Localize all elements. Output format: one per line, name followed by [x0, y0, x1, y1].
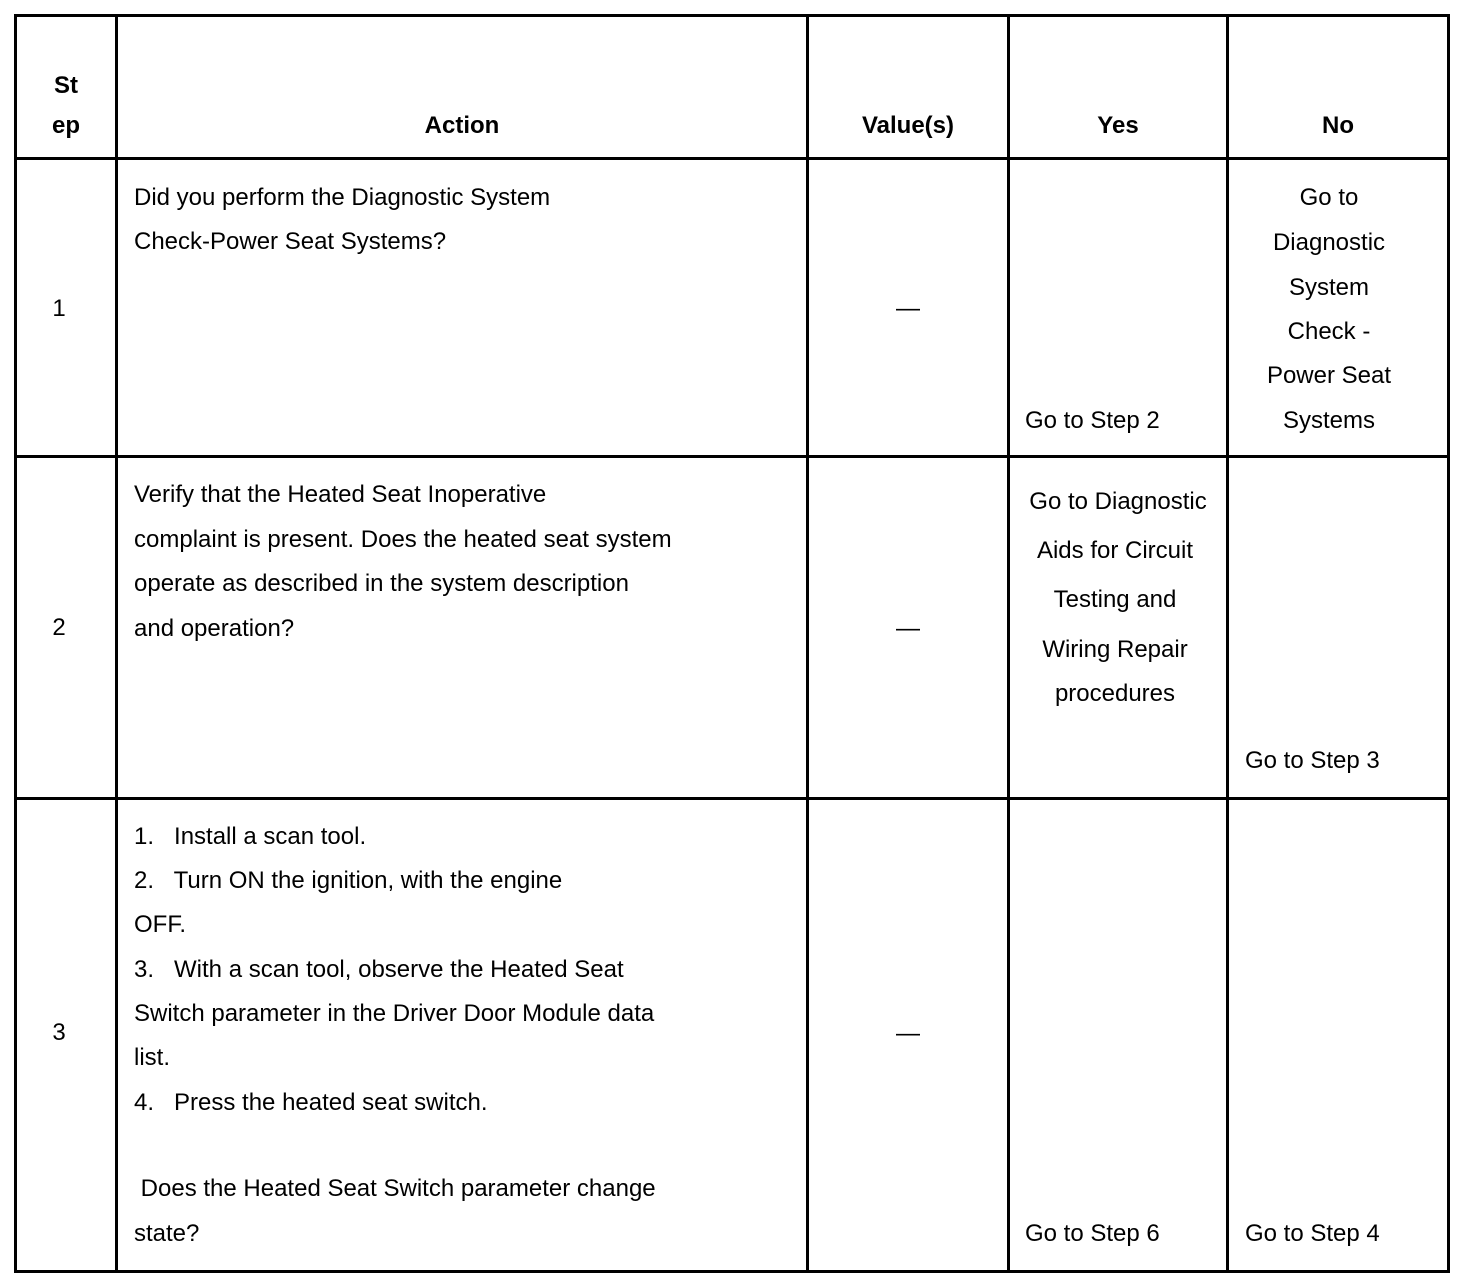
header-action: Action: [424, 112, 500, 139]
header-step-line2: ep: [51, 112, 80, 139]
no-result-line: Diagnostic: [1272, 229, 1386, 256]
yes-result: Go to Step 2: [1025, 407, 1160, 434]
action-line: Check-Power Seat Systems?: [134, 228, 447, 255]
action-line: Switch parameter in the Driver Door Module data: [134, 1000, 655, 1027]
action-line: list.: [134, 1044, 170, 1071]
no-result-line: Check -: [1287, 318, 1371, 345]
yes-result-line: Testing and: [1053, 586, 1177, 613]
row-divider: [14, 455, 1450, 458]
value-cell: —: [896, 295, 920, 322]
step-number: 2: [52, 614, 66, 641]
table-border-right: [1447, 14, 1450, 1273]
value-cell: —: [896, 615, 920, 642]
table-border-bottom: [14, 1270, 1450, 1273]
yes-result-line: Wiring Repair: [1042, 636, 1188, 663]
action-line: operate as described in the system description: [134, 570, 629, 597]
yes-result-line: procedures: [1054, 680, 1176, 707]
action-line: 2. Turn ON the ignition, with the engine: [134, 867, 563, 894]
yes-result-line: Aids for Circuit: [1036, 537, 1194, 564]
step-number: 1: [52, 295, 66, 322]
diagnostic-table: [14, 14, 1450, 1273]
action-line: Did you perform the Diagnostic System: [134, 184, 551, 211]
action-line: and operation?: [134, 615, 295, 642]
action-question-line: Does the Heated Seat Switch parameter change: [134, 1175, 656, 1202]
action-line: 4. Press the heated seat switch.: [134, 1089, 488, 1116]
value-cell: —: [896, 1020, 920, 1047]
no-result: Go to Step 4: [1245, 1220, 1380, 1247]
action-line: 3. With a scan tool, observe the Heated Seat: [134, 956, 624, 983]
no-result: Go to Step 3: [1245, 747, 1380, 774]
action-line: OFF.: [134, 911, 186, 938]
yes-result: Go to Step 6: [1025, 1220, 1160, 1247]
step-number: 3: [52, 1019, 66, 1046]
action-line: 1. Install a scan tool.: [134, 823, 367, 850]
no-result-line: Go to: [1299, 184, 1359, 211]
yes-result-line: Go to Diagnostic: [1029, 488, 1207, 515]
header-step-line1: St: [54, 72, 78, 99]
header-divider: [14, 157, 1450, 160]
column-divider: [115, 14, 118, 1273]
table-border-top: [14, 14, 1450, 17]
action-line: complaint is present. Does the heated seat system: [134, 526, 672, 553]
no-result-line: Systems: [1282, 407, 1375, 434]
action-line: Verify that the Heated Seat Inoperative: [134, 481, 547, 508]
header-values: Value(s): [861, 112, 955, 139]
no-result-line: System: [1288, 274, 1369, 301]
header-no: No: [1322, 112, 1354, 139]
header-yes: Yes: [1097, 112, 1139, 139]
no-result-line: Power Seat: [1266, 362, 1392, 389]
action-question-line: state?: [134, 1220, 200, 1247]
row-divider: [14, 797, 1450, 800]
